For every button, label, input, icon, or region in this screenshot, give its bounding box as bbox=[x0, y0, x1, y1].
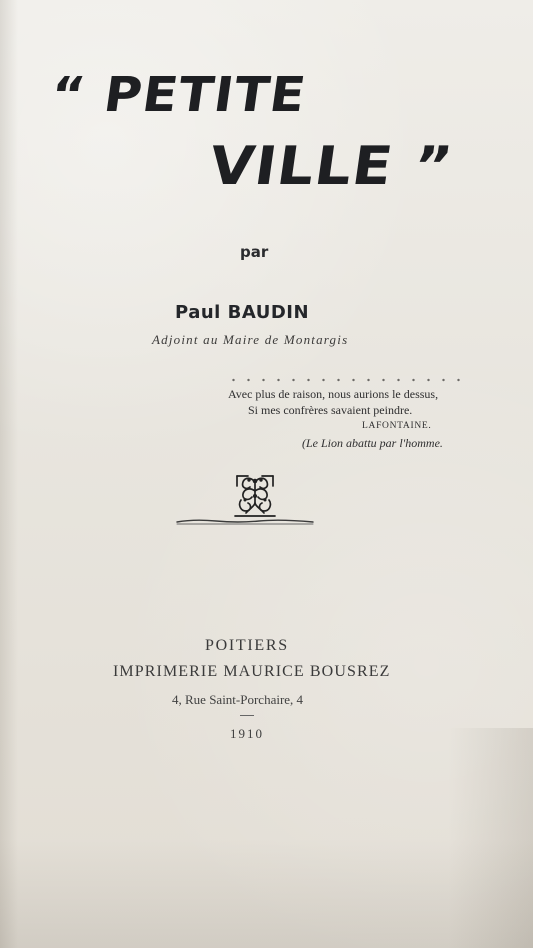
title-line-2: VILLE ” bbox=[205, 136, 457, 197]
imprint-divider bbox=[240, 715, 254, 716]
author-role: Adjoint au Maire de Montargis bbox=[152, 332, 349, 347]
imprint-city: POITIERS bbox=[205, 637, 289, 654]
decorative-rule bbox=[176, 515, 314, 527]
title-line-1: “ PETITE bbox=[47, 67, 310, 123]
right-page-shadow bbox=[448, 728, 533, 948]
by-line: par bbox=[240, 243, 269, 261]
epigraph-line-2: Si mes confrères savaient peindre. bbox=[248, 403, 413, 417]
epigraph-author: LAFONTAINE. bbox=[362, 421, 432, 431]
epigraph-source: (Le Lion abattu par l'homme. bbox=[302, 436, 443, 450]
floral-ornament-icon bbox=[228, 469, 282, 521]
imprint-address: 4, Rue Saint-Porchaire, 4 bbox=[172, 692, 304, 707]
epigraph-line-1: Avec plus de raison, nous aurions le dessus, bbox=[228, 387, 439, 401]
imprint-year: 1910 bbox=[230, 726, 264, 741]
imprint-printer: IMPRIMERIE MAURICE BOUSREZ bbox=[113, 663, 391, 680]
author-name: Paul BAUDIN bbox=[175, 302, 310, 323]
left-page-shadow bbox=[0, 0, 18, 948]
epigraph-ellipsis bbox=[226, 376, 464, 384]
